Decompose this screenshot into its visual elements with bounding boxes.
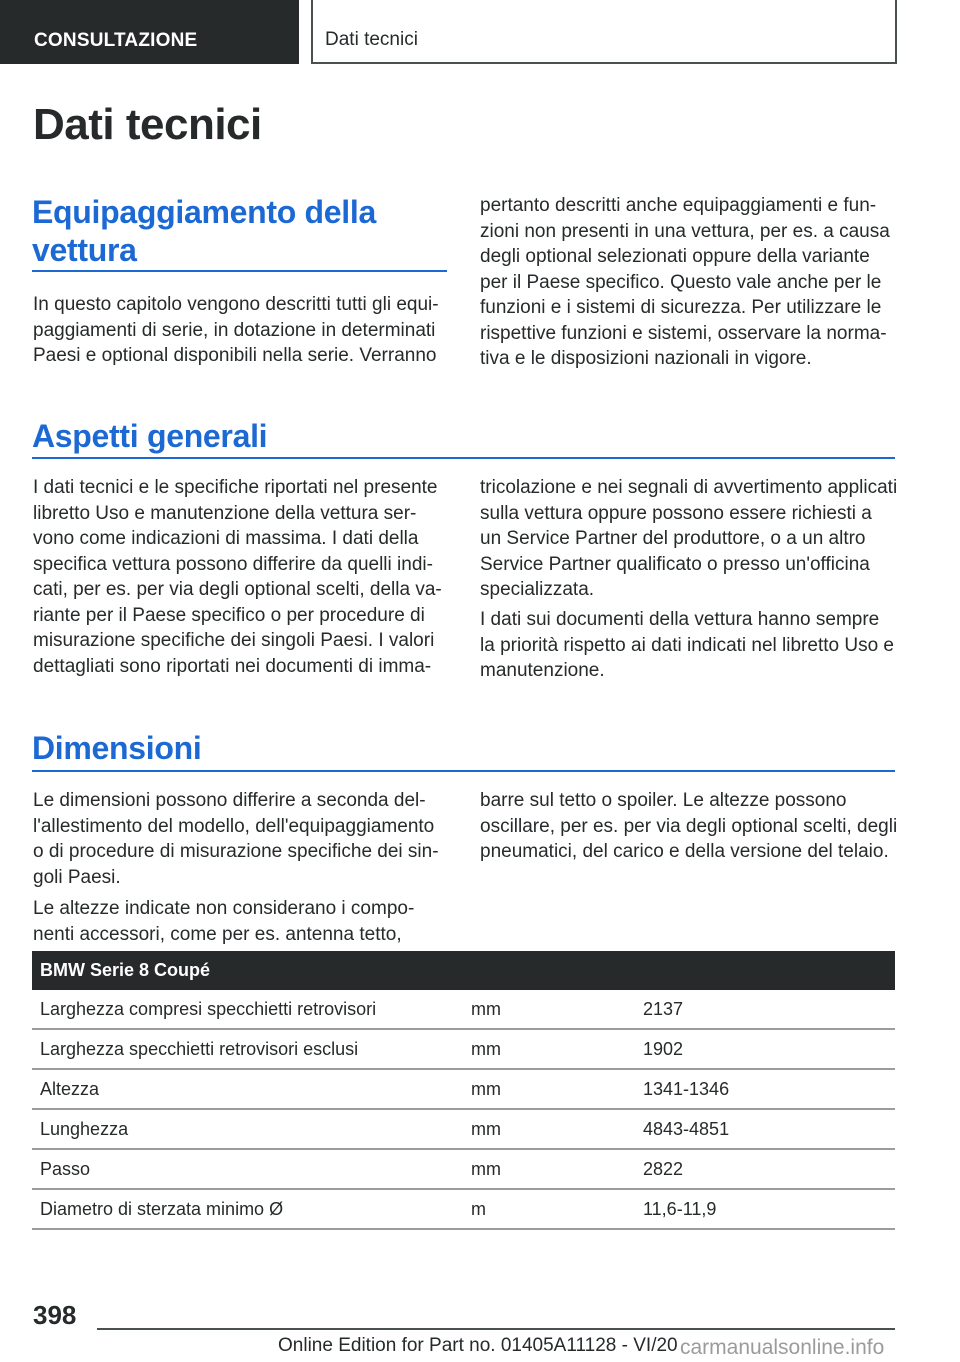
row-value: 1341-1346 (643, 1069, 895, 1109)
row-label: Larghezza compresi specchietti retrovisori (32, 990, 471, 1029)
heading-rule (32, 457, 895, 459)
general-text-right-p2: I dati sui documenti della vettura hanno sempre la priorità rispetto ai dati indicati nel libretto Uso e manutenzione. (480, 609, 894, 681)
row-unit: mm (471, 1109, 643, 1149)
row-value: 4843-4851 (643, 1109, 895, 1149)
table-row (32, 1109, 895, 1149)
chapter-label: CONSULTAZIONE (34, 30, 198, 51)
heading-equipment (32, 193, 376, 269)
page-title: Dati tecnici (33, 100, 262, 149)
row-value: 11,6-11,9 (643, 1189, 895, 1229)
dimensions-table (32, 951, 895, 1230)
row-label: Passo (32, 1149, 471, 1189)
watermark: carmanualsonline.info (680, 1336, 885, 1359)
row-unit: m (471, 1189, 643, 1229)
row-unit: mm (471, 990, 643, 1029)
row-label: Larghezza specchietti retrovisori esclusi (32, 1029, 471, 1069)
heading-dimensions: Dimensioni (32, 730, 202, 766)
dimensions-text-right: barre sul tetto o spoiler. Le altezze possono oscillare, per es. per via degli optional scelti, degli pneumatici, del carico e della versione del telaio. (480, 790, 898, 862)
chapter-tab (0, 0, 299, 64)
heading-general: Aspetti generali (32, 418, 268, 454)
row-label: Altezza (32, 1069, 471, 1109)
table-row (32, 1149, 895, 1189)
row-label: Lunghezza (32, 1109, 471, 1149)
row-value: 1902 (643, 1029, 895, 1069)
general-text-right-p1: tricolazione e nei segnali di avvertimento applicati sulla vettura oppure possono essere richiesti a un Service Partner del produttore, o a un altro Service Partner qualificato o presso un'officina specializzata. (480, 477, 898, 600)
table-row (32, 1189, 895, 1229)
row-value: 2822 (643, 1149, 895, 1189)
equipment-text-left: In questo capitolo vengono descritti tutti gli equi- paggiamenti di serie, in dotazione in determinati Paesi e optional disponibili nella serie. Verranno (33, 294, 439, 366)
table-row (32, 1029, 895, 1069)
row-unit: mm (471, 1149, 643, 1189)
equipment-text-right: pertanto descritti anche equipaggiamenti e fun- zioni non presenti in una vettura, per es. a causa degli optional selezionati oppure della variante per il Paese specifico. Questo vale anche per le funzioni e i sistemi di sicurezza. Per utilizzare le rispettive funzioni e sistemi, osservare la norma- tiva e le disposizioni nazionali in vigore. (480, 195, 890, 369)
table-title: BMW Serie 8 Coupé (32, 951, 895, 990)
row-label: Diametro di sterzata minimo Ø (32, 1189, 471, 1229)
heading-equipment-line2: vettura (32, 232, 137, 268)
section-tab (311, 0, 897, 64)
heading-rule (32, 270, 447, 272)
table-row (32, 1069, 895, 1109)
heading-rule (32, 770, 895, 772)
heading-equipment-line1: Equipaggiamento della (32, 194, 376, 230)
row-unit: mm (471, 1029, 643, 1069)
table-row (32, 990, 895, 1029)
row-value: 2137 (643, 990, 895, 1029)
page-number: 398 (33, 1300, 77, 1330)
row-unit: mm (471, 1069, 643, 1109)
dimensions-text-left-p1: Le dimensioni possono differire a seconda del- l'allestimento del modello, dell'equipaggiamento o di procedure di misurazione specifiche dei sin- goli Paesi. (33, 790, 439, 888)
general-text-left: I dati tecnici e le specifiche riportati nel presente libretto Uso e manutenzione della vettura ser- vono come indicazioni di massima. I dati della specifica vettura possono differire da quelli indi- cati, per es. per via degli optional scelti, della va- riante per il Paese specifico o per procedure di misurazione specifiche dei singoli Paesi. I valori dettagliati sono riportati nei documenti di imma- (33, 477, 442, 677)
dimensions-text-left-p2: Le altezze indicate non considerano i compo- nenti accessori, come per es. antenna tetto, (33, 898, 415, 945)
footer-rule (97, 1328, 895, 1330)
section-label: Dati tecnici (325, 29, 418, 50)
edition-note: Online Edition for Part no. 01405A11128 - VI/20 (278, 1335, 678, 1356)
